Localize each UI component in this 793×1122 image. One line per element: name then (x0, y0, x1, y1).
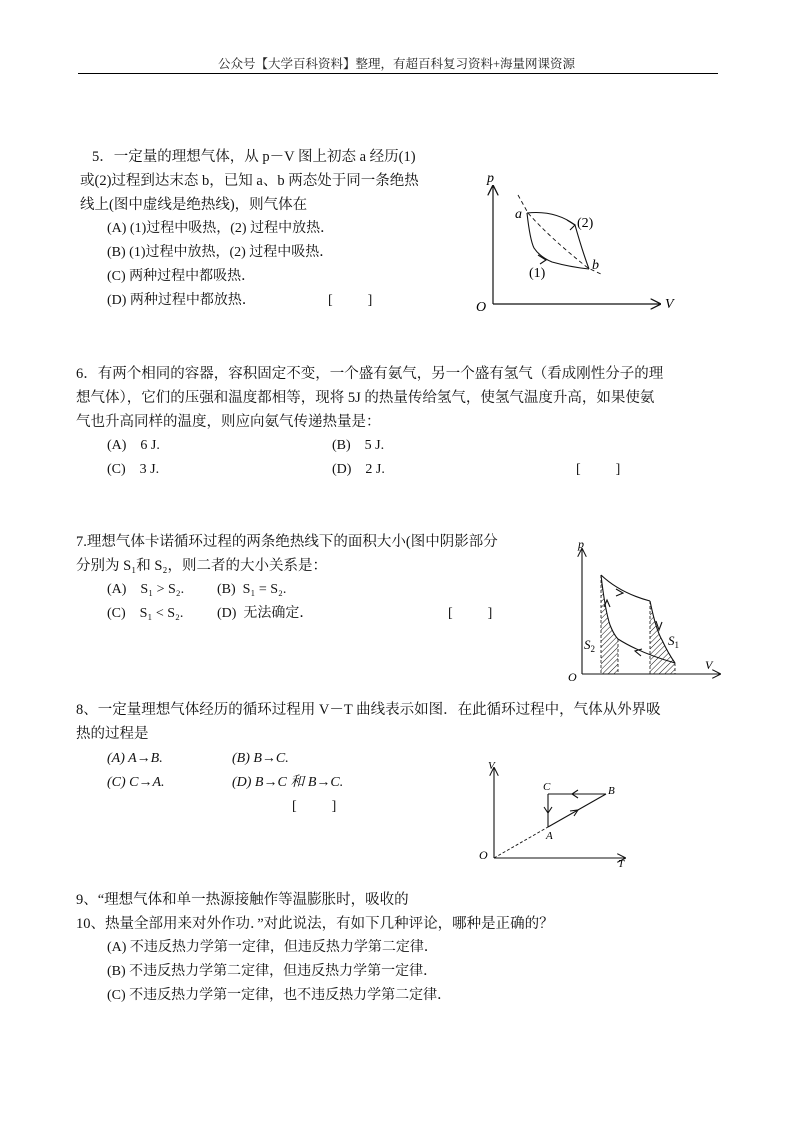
question-8-option-a[interactable]: (A) A→B. (107, 751, 163, 766)
s2-label: $S_2$ (584, 637, 595, 654)
question-7-answer-bracket[interactable]: [ ] (448, 606, 493, 621)
origin-line-dashed (494, 827, 548, 858)
question-9-option-a[interactable]: (A) 不违反热力学第一定律，但违反热力学第二定律． (107, 940, 438, 955)
p-axis-label: p (578, 537, 584, 551)
path-1-label: (1) (529, 266, 546, 281)
question-8-option-d[interactable]: (D) B→C 和 B→C. (232, 775, 344, 790)
origin-label: O (476, 300, 487, 315)
question-5-answer-bracket[interactable]: [ ] (328, 293, 373, 308)
question-6-option-d[interactable]: (D) 2 J. (332, 462, 385, 477)
v-axis-label: V (705, 658, 713, 672)
p-axis-label: p (487, 171, 494, 186)
page-header: 公众号【大学百科资料】整理，有超百科复习资料+海量网课资源 (217, 57, 576, 71)
question-6-option-c[interactable]: (C) 3 J. (107, 462, 160, 477)
question-5-option-c[interactable]: (C) 两种过程中都吸热． (107, 269, 256, 284)
question-8-option-c[interactable]: (C) C→A. (107, 775, 165, 790)
question-5-line-1: 5．一定量的理想气体，从 p－V 图上初态 a 经历(1) (92, 149, 416, 165)
process-a-to-b-arrow (570, 810, 578, 816)
question-5-option-a[interactable]: (A) (1)过程中吸热，(2) 过程中放热． (107, 221, 335, 236)
origin-label: O (479, 848, 488, 862)
t-axis-label: T (618, 858, 625, 870)
point-c-label: C (543, 781, 551, 793)
origin-label: O (568, 670, 577, 684)
question-7-option-d[interactable]: (D) 无法确定． (217, 606, 314, 621)
question-5-option-b[interactable]: (B) (1)过程中放热，(2) 过程中吸热． (107, 245, 334, 260)
question-6-line-1: 6．有两个相同的容器，容积固定不变，一个盛有氨气，另一个盛有氢气（看成刚性分子的理 (76, 366, 664, 382)
question-8-line-2: 热的过程是 (76, 726, 149, 742)
question-5-line-2: 或(2)过程到达末态 b，已知 a、b 两态处于同一条绝热 (80, 173, 419, 189)
v-axis-label: V (488, 760, 495, 772)
s1-label: $S_1$ (668, 633, 679, 650)
question-9-option-b[interactable]: (B) 不违反热力学第二定律，但违反热力学第一定律． (107, 964, 438, 979)
question-6-answer-bracket[interactable]: [ ] (576, 462, 621, 477)
question-7-option-b[interactable]: (B) S₁ = S₂. (217, 582, 287, 597)
question-7-carnot-diagram (560, 535, 730, 685)
question-7-line-1: 7.理想气体卡诺循环过程的两条绝热线下的面积大小(图中阴影部分 (76, 534, 498, 550)
point-b-label: b (592, 258, 599, 273)
question-8-line-1: 8、一定量理想气体经历的循环过程用 V－T 曲线表示如图．在此循环过程中，气体从外界吸 (76, 702, 661, 718)
question-7-option-a[interactable]: (A) S₁ > S₂. (107, 582, 185, 597)
question-6-option-a[interactable]: (A) 6 J. (107, 438, 160, 453)
question-9-line-2: 10、热量全部用来对外作功．”对此说法，有如下几种评论，哪种是正确的？ (76, 916, 554, 932)
point-b-label: B (608, 785, 615, 797)
question-6-option-b[interactable]: (B) 5 J. (332, 438, 385, 453)
question-9-line-1: 9、“理想气体和单一热源接触作等温膨胀时，吸收的 (76, 892, 409, 908)
v-axis-label: V (665, 297, 674, 312)
point-a-label: a (515, 207, 522, 222)
question-8-option-b[interactable]: (B) B→C. (232, 751, 289, 766)
path-2-arrow (567, 220, 575, 230)
header-divider (78, 73, 718, 74)
question-5-option-d[interactable]: (D) 两种过程中都放热． (107, 293, 256, 308)
isotherm-low-arrow (635, 649, 642, 656)
question-8-vt-diagram (470, 755, 640, 875)
isotherm-high (601, 575, 650, 601)
question-5-pv-diagram (470, 160, 690, 320)
question-7-option-c[interactable]: (C) S₁ < S₂. (107, 606, 184, 621)
question-9-option-c[interactable]: (C) 不违反热力学第一定律，也不违反热力学第二定律． (107, 988, 452, 1003)
point-a-label: A (546, 830, 553, 842)
question-8-answer-bracket[interactable]: [ ] (292, 799, 337, 814)
question-7-line-2: 分别为 S₁和 S₂，则二者的大小关系是： (76, 558, 327, 574)
question-6-line-3: 气也升高同样的温度，则应向氨气传递热量是： (76, 414, 381, 430)
question-6-line-2: 想气体），它们的压强和温度都相等，现将 5J 的热量传给氢气，使氢气温度升高，如果使氨 (76, 390, 655, 406)
path-2-label: (2) (577, 216, 594, 231)
question-5-line-3: 线上(图中虚线是绝热线)，则气体在 (80, 197, 308, 213)
